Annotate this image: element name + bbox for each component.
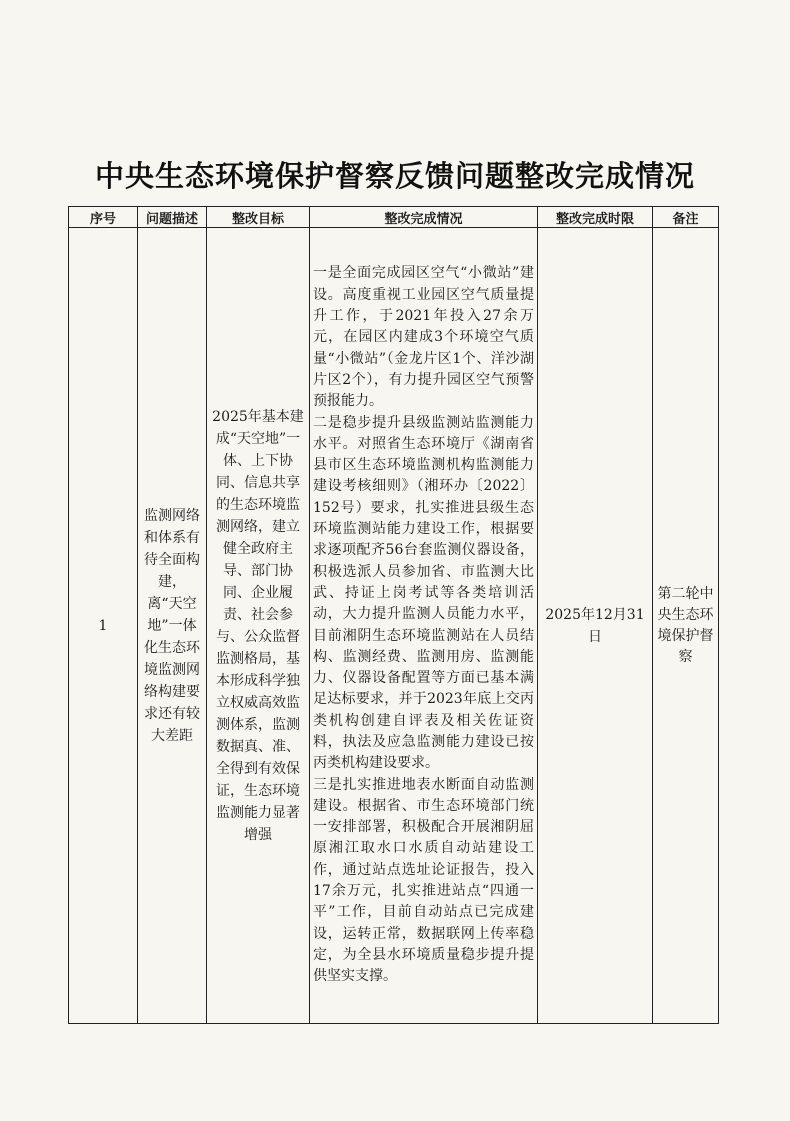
table-header-row: [69, 207, 719, 228]
cell-problem: 监测网络和体系有待全面构建，离“天空地”一体化生态环境监测网络构建要求还有较大差距: [138, 228, 207, 1024]
progress-item-2: 二是稳步提升县级监测站监测能力水平。对照省生态环境厅《湖南省县市区生态环境监测机构监测能力建设考核细则》（湘环办〔2022〕152号）要求，扎实推进县级生态环境监测站能力建设工作，根据要求逐项配齐56台套监测仪器设备，积极选派人员参加省、市监测大比武、持证上岗考试等各类培训活动，大力提升监测人员能力水平，目前湘阴生态环境监测站在人员结构、监测经费、监测用房、监测能力、仪器设备配置等方面已基本满足达标要求，并于2023年底上交丙类机构创建自评表及相关佐证资料，执法及应急监测能力建设已按丙类机构建设要求。: [313, 414, 534, 772]
header-problem: 问题描述: [138, 207, 207, 228]
cell-target: 2025年基本建成“天空地”一体、上下协同、信息共享的生态环境监测网络，建立健全政府主导、部门协同、企业履责、社会参与、公众监督监测格局，基本形成科学独立权威高效监测体系，监测数据真、准、全得到有效保证，生态环境监测能力显著增强: [207, 228, 310, 1024]
cell-notes: 第二轮中央生态环境保护督察: [653, 228, 719, 1024]
progress-item-3: 三是扎实推进地表水断面自动监测建设。根据省、市生态环境部门统一安排部署，积极配合开展湘阴屈原湘江取水口水质自动站建设工作，通过站点选址论证报告，投入17余万元，扎实推进站点“四通一平”工作，目前自动站点已完成建设，运转正常，数据联网上传率稳定，为全县水环境质量稳步提升提供坚实支撑。: [313, 776, 534, 985]
cell-progress: [310, 228, 538, 1024]
header-deadline: 整改完成时限: [538, 207, 653, 228]
rectification-table: [68, 206, 719, 1024]
header-index: 序号: [69, 207, 138, 228]
header-notes: 备注: [653, 207, 719, 228]
progress-item-1: 一是全面完成园区空气“小微站”建设。高度重视工业园区空气质量提升工作，于2021年投入27余万元，在园区内建成3个环境空气质量“小微站”（金龙片区1个、洋沙湖片区2个），有力提升园区空气预警预报能力。: [313, 265, 534, 410]
cell-index: 1: [69, 228, 138, 1024]
header-target: 整改目标: [207, 207, 310, 228]
cell-deadline: 2025年12月31日: [538, 228, 653, 1024]
header-progress: 整改完成情况: [310, 207, 538, 228]
table-row: [69, 228, 719, 1024]
document-title: 中央生态环境保护督察反馈问题整改完成情况: [94, 159, 695, 193]
